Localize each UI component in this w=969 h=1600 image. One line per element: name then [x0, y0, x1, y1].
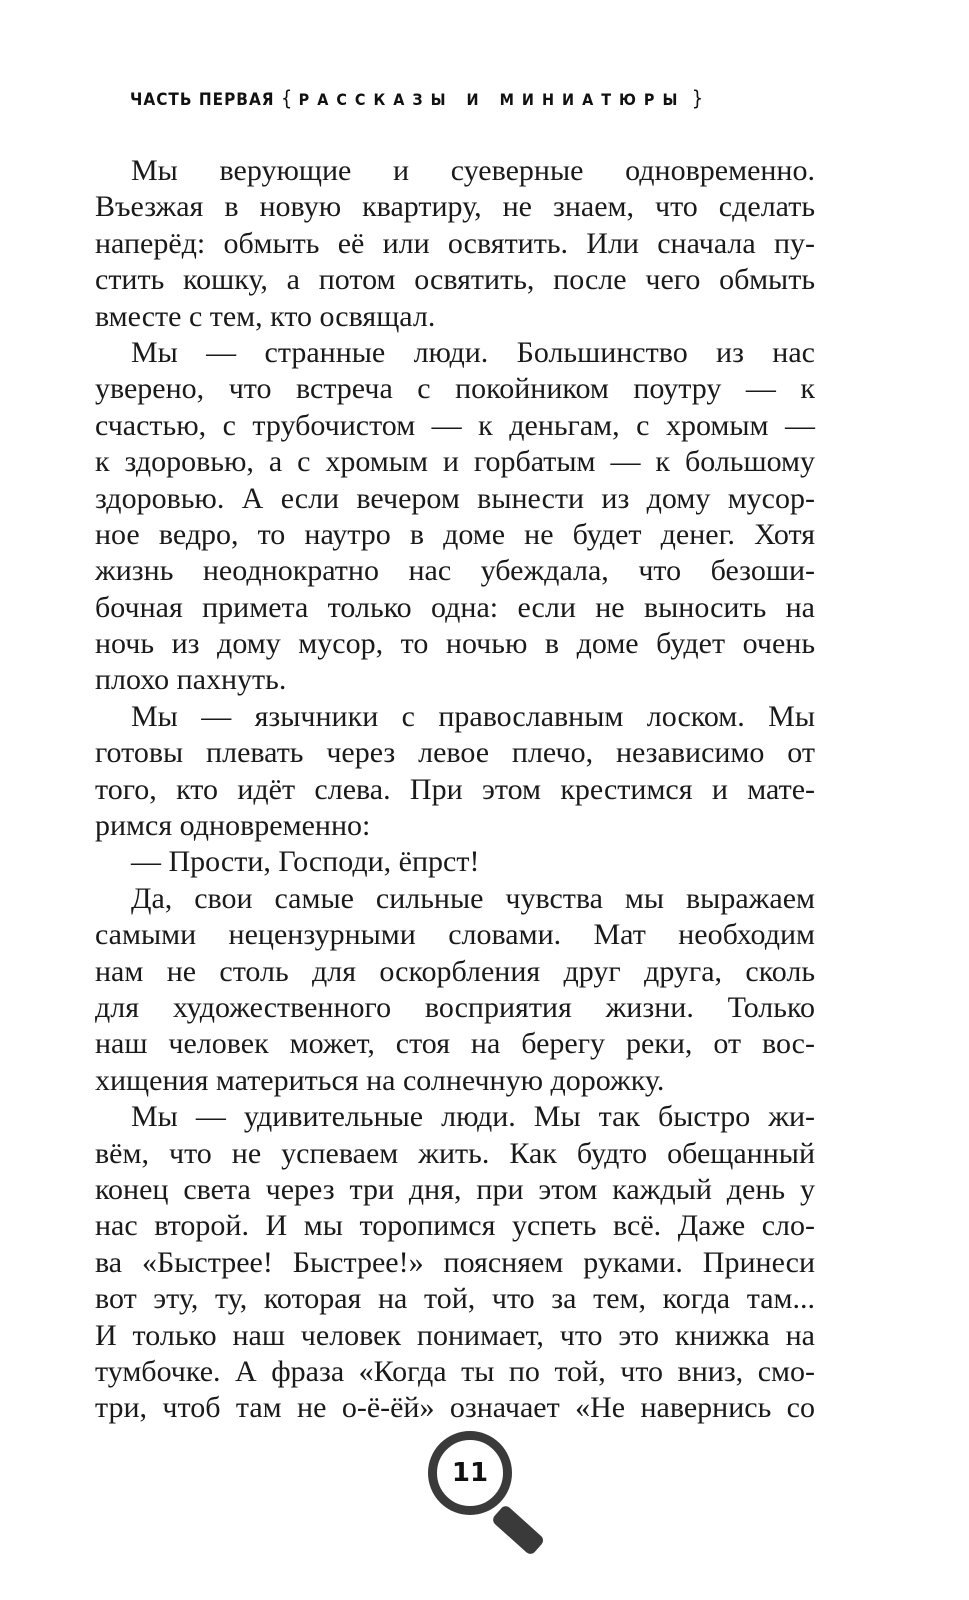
text-line: три, чтоб там не о-ё-ёй» означает «Не навернись со: [95, 1391, 815, 1425]
text-line: готовы плевать через левое плечо, независимо от: [95, 736, 815, 770]
text-line: наш человек может, стоя на берегу реки, от вос-: [95, 1027, 815, 1061]
text-line: Да, свои самые сильные чувства мы выражаем: [131, 881, 815, 915]
text-line: Въезжая в новую квартиру, не знаем, что сделать: [95, 190, 815, 224]
text-line: вот эту, ту, которая на той, что за тем, когда там...: [95, 1282, 815, 1316]
text-line: вместе с тем, кто освящал.: [95, 299, 436, 333]
text-line: к здоровью, а с хромым и горбатым — к большому: [95, 445, 815, 479]
open-bracket: {: [280, 86, 293, 110]
magnifier-icon: [422, 1425, 552, 1555]
body-text: [95, 153, 815, 1427]
text-line: счастью, с трубочистом — к деньгам, с хромым —: [95, 408, 815, 442]
text-line: римся одновременно:: [95, 809, 371, 843]
text-line: Мы — странные люди. Большинство из нас: [131, 335, 815, 369]
text-line: ное ведро, то наутро в доме не будет денег. Хотя: [95, 517, 815, 551]
text-line: бочная примета только одна: если не выносить на: [95, 590, 815, 624]
magnifier-handle: [491, 1504, 546, 1556]
part-title: ЧАСТЬ ПЕРВАЯ: [130, 90, 275, 110]
text-line: конец света через три дня, при этом каждый день у: [95, 1172, 815, 1206]
close-bracket: }: [691, 86, 704, 110]
section-title: РАССКАЗЫ И МИНИАТЮРЫ: [298, 90, 686, 109]
text-line: здоровью. А если вечером вынести из дому мусор-: [95, 481, 815, 515]
text-line: Мы — удивительные люди. Мы так быстро жи-: [131, 1100, 815, 1134]
text-line: стить кошку, а потом освятить, после чего обмыть: [95, 263, 815, 297]
text-line: жизнь неоднократно нас убеждала, что безоши-: [95, 554, 815, 588]
text-line: нас второй. И мы торопимся успеть всё. Даже сло-: [95, 1209, 815, 1243]
text-line: самыми нецензурными словами. Мат необходим: [95, 918, 815, 952]
text-line: того, кто идёт слева. При этом крестимся и мате-: [95, 772, 815, 806]
text-line: хищения материться на солнечную дорожку.: [95, 1063, 665, 1097]
text-line: плохо пахнуть.: [95, 663, 287, 697]
text-line: Мы — язычники с православным лоском. Мы: [131, 699, 815, 733]
text-line: И только наш человек понимает, что это книжка на: [95, 1318, 815, 1352]
running-header: [130, 86, 703, 110]
text-line: наперёд: обмыть её или освятить. Или сначала пу-: [95, 226, 815, 260]
text-line: ночь из дому мусор, то ночью в доме будет очень: [95, 627, 815, 661]
text-line: ва «Быстрее! Быстрее!» поясняем руками. Принеси: [95, 1245, 815, 1279]
text-line: Мы верующие и суеверные одновременно.: [131, 154, 815, 187]
text-line: нам не столь для оскорбления друг друга, сколь: [95, 954, 815, 988]
text-line: уверено, что встреча с покойником поутру — к: [95, 372, 815, 406]
text-line: тумбочке. А фраза «Когда ты по той, что вниз, смо-: [95, 1354, 815, 1388]
text-line: для художественного восприятия жизни. Только: [95, 990, 815, 1024]
text-line: вём, что не успеваем жить. Как будто обещанный: [95, 1136, 815, 1170]
page-number: 11: [428, 1431, 512, 1515]
text-line: — Прости, Господи, ёпрст!: [131, 845, 480, 879]
